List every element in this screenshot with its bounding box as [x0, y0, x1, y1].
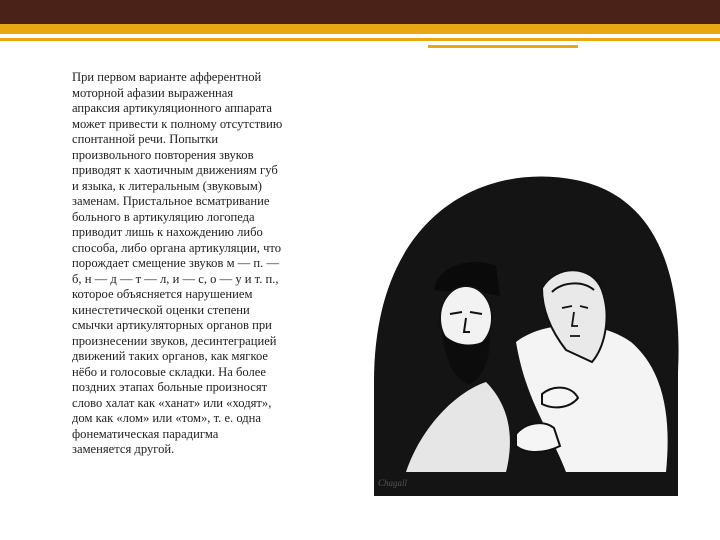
gold-decor-line	[0, 38, 720, 41]
gold-decor-accent	[428, 45, 578, 48]
slide-body-text: При первом варианте афферентной моторной афазии выраженная апраксия артикуляционного аппарата может привести к полному отсутствию спонтанной речи. Попытки произвольного повторения звуков приводят к хаотичным движениям губ и языка, к литеральным (звуковым) заменам. Пристальное всматривание больного в артикуляцию логопеда приводит лишь к нахождению либо способа, либо органа артикуляции, что порождает смещение звуков м — п. — б, н — д — т — л, и — с, о — у и т. п., которое объясняется нарушением кинестетической оценки степени смычки артикуляторных органов при произнесении звуков, десинтеграцией движений таких органов, как мягкое нёбо и голосовые складки. На более поздних этапах больные произносят слово халат как «ханат» или «ходят», дом как «лом» или «том», т. е. одна фонематическая парадигма заменяется другой.	[72, 70, 283, 456]
ink-drawing-illustration	[366, 172, 684, 496]
gold-decor-band	[0, 24, 720, 34]
top-decor-band	[0, 0, 720, 24]
artist-signature: Chagall	[378, 478, 408, 488]
